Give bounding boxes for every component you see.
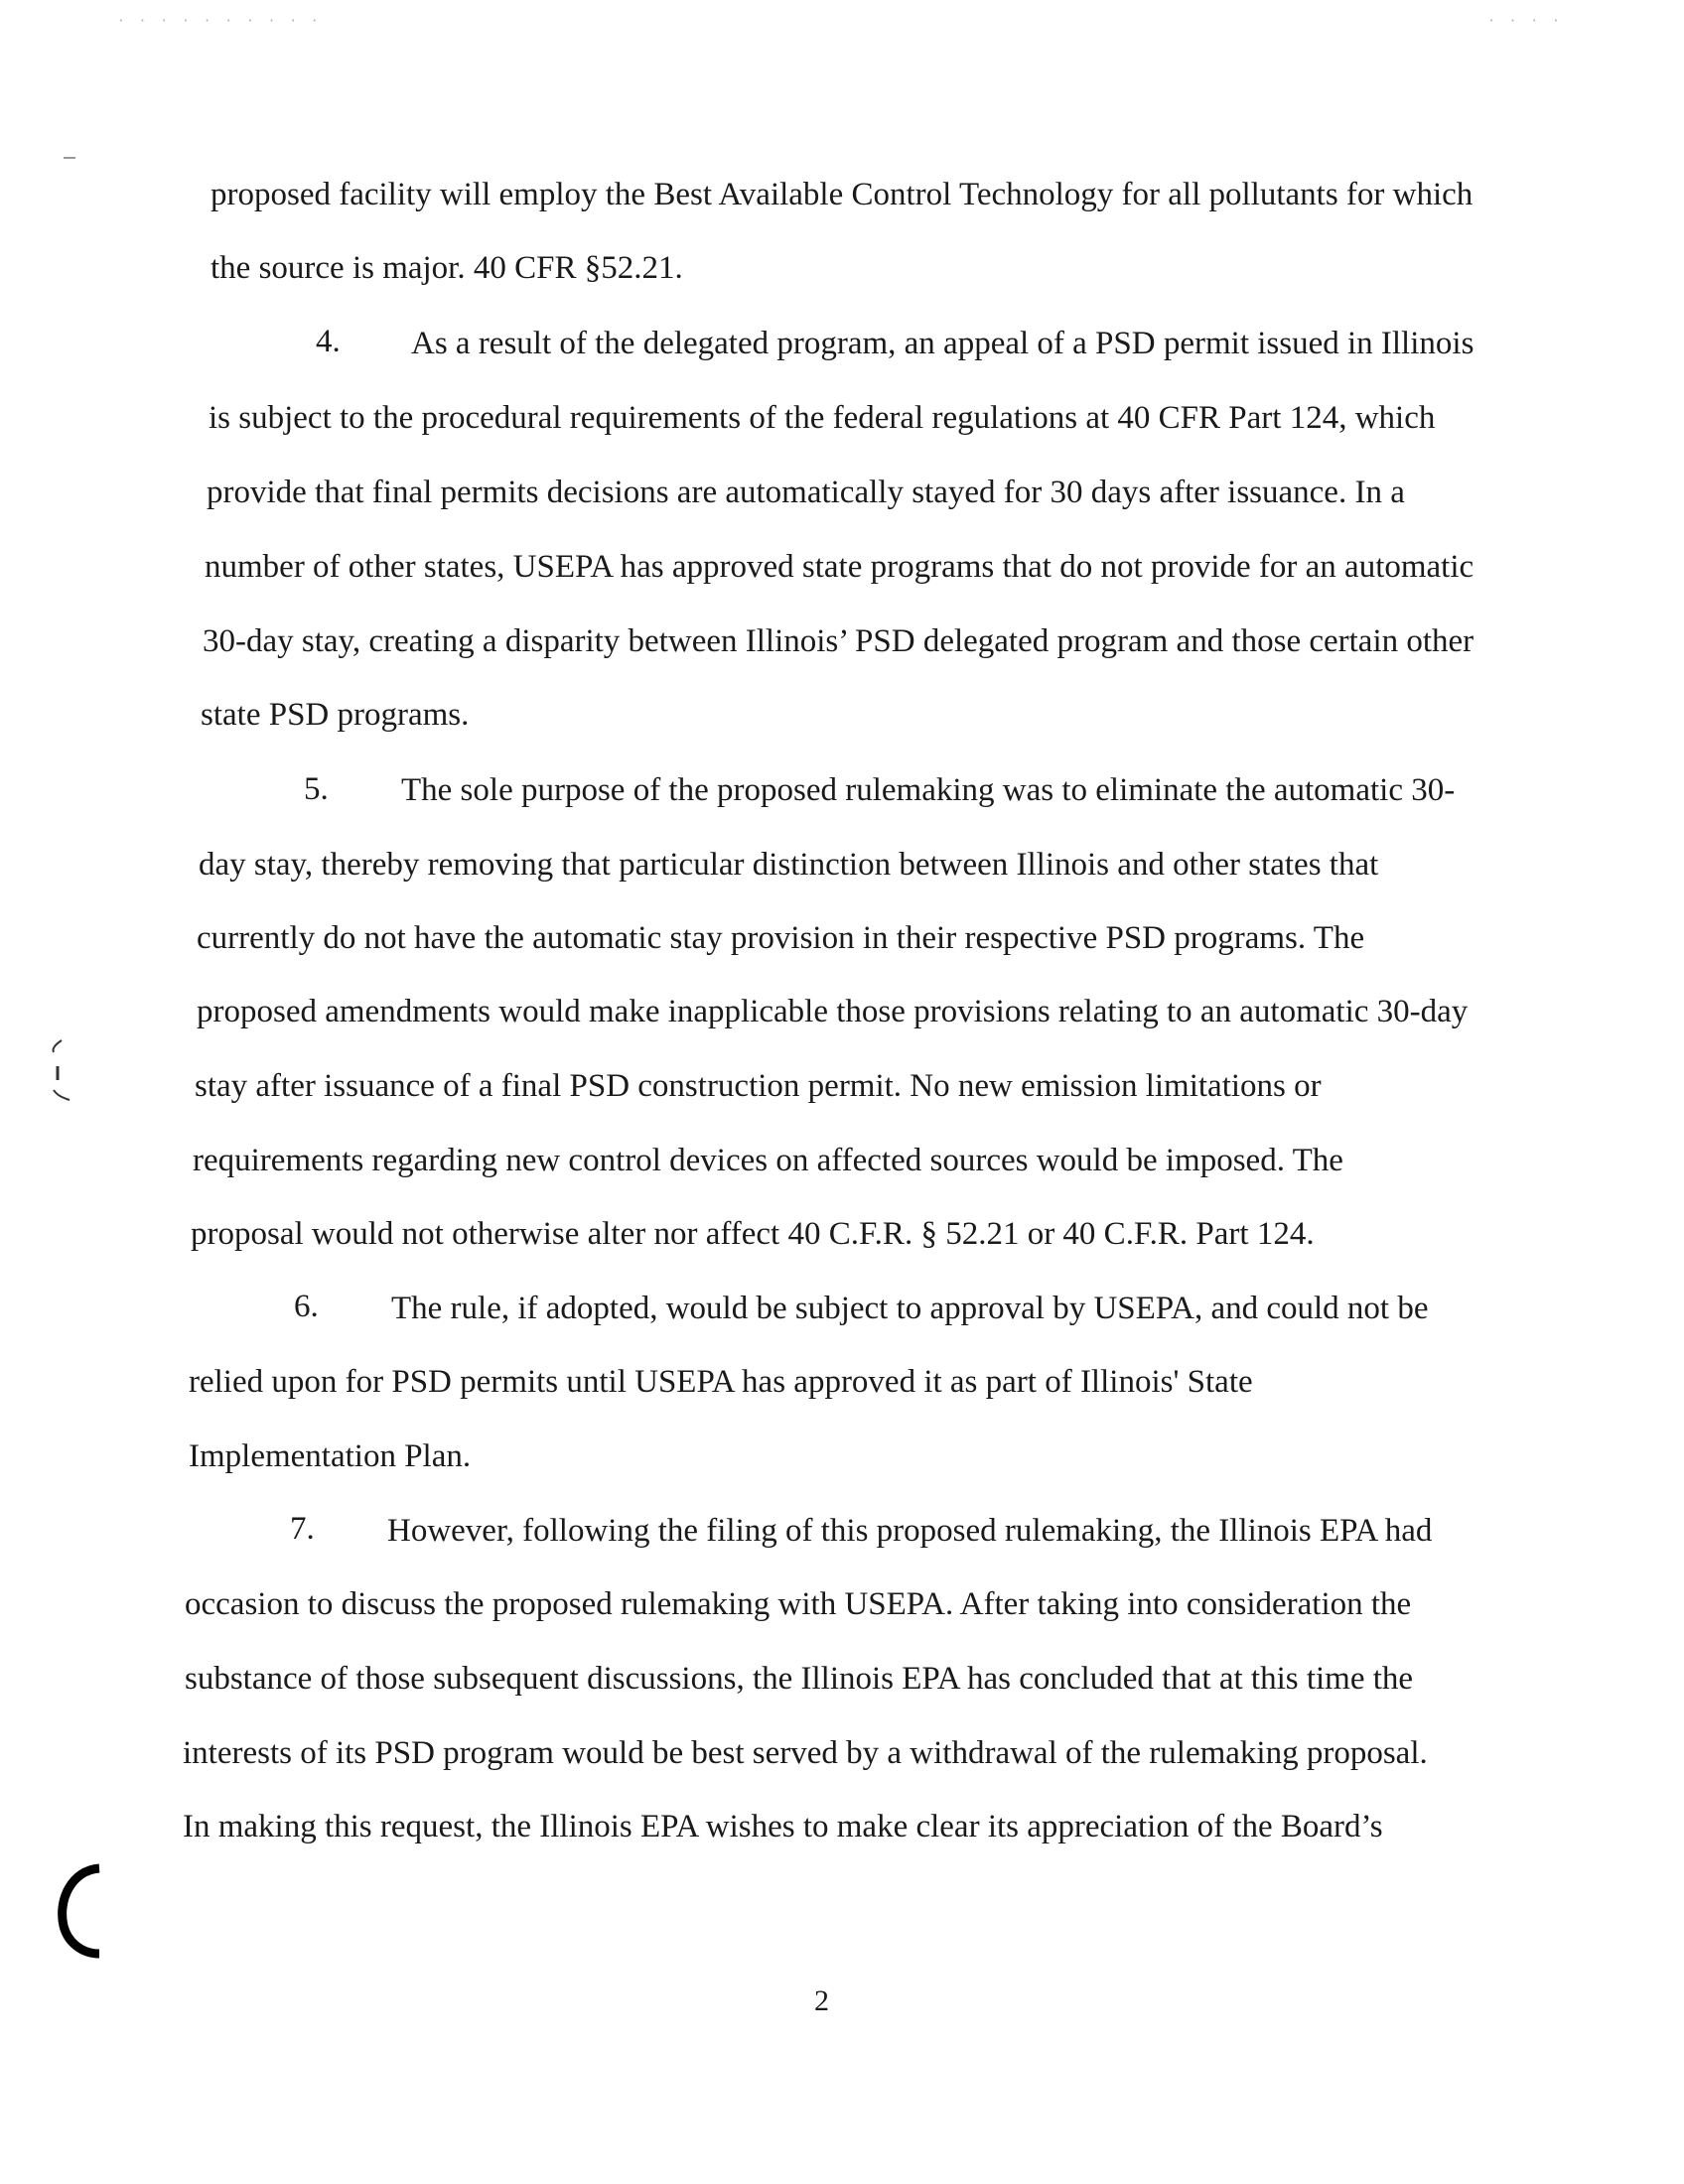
paragraph-number: 4.	[316, 324, 341, 359]
text-line: relied upon for PSD permits until USEPA has approved it as part of Illinois' State	[189, 1364, 1253, 1400]
text-line: proposal would not otherwise alter nor affect 40 C.F.R. § 52.21 or 40 C.F.R. Part 124.	[191, 1216, 1315, 1252]
text-line: currently do not have the automatic stay provision in their respective PSD programs. The	[197, 920, 1365, 956]
text-line: state PSD programs.	[201, 697, 470, 733]
text-line: is subject to the procedural requirements of the federal regulations at 40 CFR Part 124, which	[209, 400, 1436, 436]
paragraph-number: 6.	[294, 1289, 319, 1324]
text-line: In making this request, the Illinois EPA wishes to make clear its appreciation of the Board’s	[183, 1809, 1383, 1844]
scan-header-left: · · · · · · · · · ·	[117, 14, 322, 29]
text-line: number of other states, USEPA has approved state programs that do not provide for an automatic	[205, 549, 1474, 585]
text-line: However, following the filing of this proposed rulemaking, the Illinois EPA had	[387, 1513, 1433, 1549]
text-line: proposed facility will employ the Best Available Control Technology for all pollutants for which	[210, 177, 1474, 212]
text-line: requirements regarding new control devices on affected sources would be imposed. The	[193, 1143, 1343, 1178]
text-line: stay after issuance of a final PSD construction permit. No new emission limitations or	[195, 1068, 1322, 1104]
text-line: 30-day stay, creating a disparity between Illinois’ PSD delegated program and those certain other	[203, 623, 1474, 659]
paragraph-number: 7.	[290, 1511, 315, 1547]
text-line: The sole purpose of the proposed rulemaking was to eliminate the automatic 30-	[401, 772, 1456, 808]
text-line: the source is major. 40 CFR §52.21.	[210, 250, 683, 286]
text-line: Implementation Plan.	[189, 1438, 472, 1474]
text-line: The rule, if adopted, would be subject to approval by USEPA, and could not be	[391, 1291, 1429, 1326]
text-line: As a result of the delegated program, an appeal of a PSD permit issued in Illinois	[411, 326, 1474, 361]
page-number: 2	[814, 1984, 829, 2017]
binder-hole-mark	[52, 1860, 111, 1960]
text-line: provide that final permits decisions are automatically stayed for 30 days after issuance. In a	[207, 475, 1405, 510]
text-line: day stay, thereby removing that particular distinction between Illinois and other states that	[199, 847, 1379, 883]
text-line: proposed amendments would make inapplicable those provisions relating to an automatic 30-day	[197, 994, 1469, 1029]
text-line: interests of its PSD program would be best served by a withdrawal of the rulemaking proposal.	[183, 1735, 1428, 1771]
scan-artifact-mark	[40, 1032, 79, 1122]
scan-header-right: · · · ·	[1487, 14, 1563, 29]
paragraph-number: 5.	[304, 771, 329, 807]
scan-speck	[64, 157, 75, 159]
text-line: occasion to discuss the proposed rulemaking with USEPA. After taking into consideration the	[185, 1586, 1412, 1622]
text-line: substance of those subsequent discussions, the Illinois EPA has concluded that at this time the	[185, 1661, 1414, 1697]
